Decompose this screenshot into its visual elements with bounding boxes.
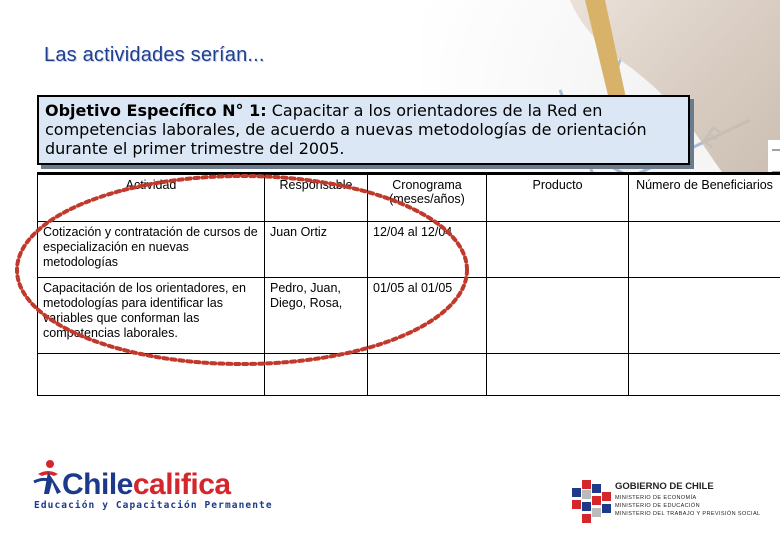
objective-box bbox=[37, 95, 690, 165]
table-header-row bbox=[38, 174, 780, 222]
cell-cronograma: 01/05 al 01/05 bbox=[368, 278, 487, 354]
activities-table bbox=[37, 172, 780, 396]
ministry-line: MINISTERIO DEL TRABAJO Y PREVISIÓN SOCIAL bbox=[615, 511, 761, 517]
cell-actividad: Capacitación de los orientadores, en metodologías para identificar las variables que conforman las competencias laborales. bbox=[38, 278, 265, 354]
table-row bbox=[38, 278, 780, 354]
cell-producto bbox=[487, 278, 629, 354]
cell-responsable: Juan Ortiz bbox=[265, 222, 368, 278]
brand-part-2: califica bbox=[132, 468, 231, 501]
header-beneficiarios: Número de Beneficiarios bbox=[629, 174, 780, 222]
header-responsable: Responsable bbox=[265, 174, 368, 222]
chilecalifica-wordmark bbox=[62, 468, 231, 502]
table-row bbox=[38, 222, 780, 278]
cell-cronograma bbox=[368, 354, 487, 396]
gobierno-title: GOBIERNO DE CHILE bbox=[615, 481, 714, 492]
cell-responsable: Pedro, Juan, Diego, Rosa, bbox=[265, 278, 368, 354]
slide-title: Las actividades serían... bbox=[44, 44, 265, 66]
header-producto: Producto bbox=[487, 174, 629, 222]
cell-beneficiarios bbox=[629, 354, 780, 396]
cell-responsable bbox=[265, 354, 368, 396]
brand-tagline: Educación y Capacitación Permanente bbox=[34, 500, 273, 511]
table-row bbox=[38, 354, 780, 396]
cell-actividad: Cotización y contratación de cursos de especialización en nuevas metodologías bbox=[38, 222, 265, 278]
cell-actividad bbox=[38, 354, 265, 396]
ministry-line: MINISTERIO DE ECONOMÍA bbox=[615, 495, 697, 501]
cell-beneficiarios bbox=[629, 278, 780, 354]
objective-text bbox=[45, 101, 682, 158]
cell-producto bbox=[487, 222, 629, 278]
header-cronograma: Cronograma (meses/años) bbox=[368, 174, 487, 222]
cell-cronograma: 12/04 al 12/04 bbox=[368, 222, 487, 278]
cell-beneficiarios bbox=[629, 222, 780, 278]
header-actividad: Actividad bbox=[38, 174, 265, 222]
brand-part-1: Chile bbox=[62, 468, 133, 501]
ministry-line: MINISTERIO DE EDUCACIÓN bbox=[615, 503, 700, 509]
objective-label: Objetivo Específico N° 1: bbox=[45, 101, 267, 120]
cell-producto bbox=[487, 354, 629, 396]
objective-description: Capacitar a los orientadores de la Red en competencias laborales, de acuerdo a nuevas metodologías de orientación durante el primer trimestre del 2005. bbox=[45, 101, 647, 158]
